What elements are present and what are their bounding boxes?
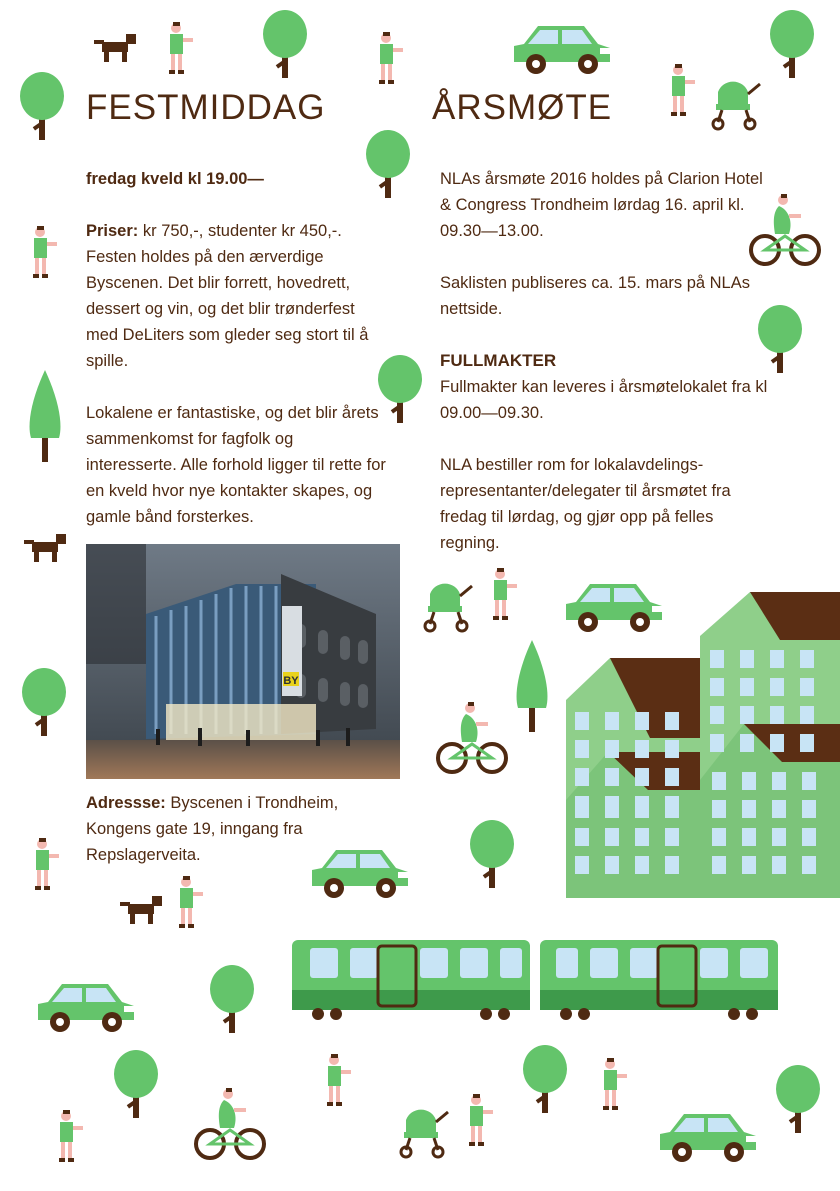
building-window (712, 856, 726, 874)
building-window (712, 772, 726, 790)
person-running-icon (59, 1110, 83, 1162)
festmiddag-column (86, 166, 386, 556)
tram-illustration (292, 940, 778, 1020)
person-running-icon (169, 22, 193, 74)
meeting-paragraph: NLAs årsmøte 2016 holdes på Clarion Hotel & Congress Trondheim lørdag 16. april kl. 09.30—13.00. (440, 170, 763, 240)
building-window (800, 650, 814, 668)
address-label: Adressse: (86, 794, 166, 812)
building-window (770, 678, 784, 696)
building-window (575, 740, 589, 758)
building-window (772, 856, 786, 874)
building-window (710, 650, 724, 668)
building-window (742, 772, 756, 790)
tree-icon (776, 1065, 820, 1133)
building-window (742, 800, 756, 818)
building-window (740, 678, 754, 696)
building-window (770, 706, 784, 724)
prices-text: kr 750,-, studenter kr 450,-. Festen holdes på den ærverdige Byscenen. Det blir forrett, hovedrett, dessert og vin, og det blir trønderfest med DeLiters som gleder seg stort til å spille. (86, 222, 369, 370)
building-window (712, 828, 726, 846)
building-window (800, 734, 814, 752)
fullmakter-paragraph: Fullmakter kan leveres i årsmøtelokalet fra kl 09.00—09.30. (440, 378, 768, 422)
tree-icon (210, 965, 254, 1033)
building-window (605, 712, 619, 730)
building-window (772, 772, 786, 790)
address-text: Byscenen i Trondheim, Kongens gate 19, inngang fra Repslagerveita. (86, 794, 339, 864)
stroller-icon (401, 1110, 448, 1157)
building-window (665, 740, 679, 758)
dog-icon (120, 896, 162, 924)
building-window (635, 712, 649, 730)
building-window (740, 706, 754, 724)
buildings-illustration (566, 592, 840, 898)
building-window (575, 800, 589, 818)
building-window (635, 828, 649, 846)
building-window (635, 768, 649, 786)
tree-icon (114, 1050, 158, 1118)
building-window (605, 856, 619, 874)
car-icon (566, 584, 662, 632)
prices-label: Priser: (86, 222, 139, 240)
person-walking-icon (603, 1058, 627, 1110)
person-running-icon (379, 32, 403, 84)
building-window (575, 828, 589, 846)
tree-icon (20, 72, 64, 140)
building-window (635, 800, 649, 818)
stroller-icon (713, 82, 760, 129)
fullmakter-heading: FULLMAKTER (440, 351, 557, 370)
agenda-paragraph: Saklisten publiseres ca. 15. mars på NLAs nettside. (440, 274, 750, 318)
tree-icon (523, 1045, 567, 1113)
cyclist-icon (196, 1088, 264, 1158)
building-window (710, 734, 724, 752)
person-walking-icon (33, 226, 57, 278)
venue-photo (86, 544, 400, 779)
building-window (575, 856, 589, 874)
building-window (772, 828, 786, 846)
arsmote-column (440, 166, 770, 582)
building-window (665, 800, 679, 818)
stroller-icon (425, 584, 472, 631)
building-window (742, 828, 756, 846)
building-window (802, 856, 816, 874)
car-icon (660, 1114, 756, 1162)
car-icon (514, 26, 610, 74)
building-window (665, 856, 679, 874)
building-window (605, 828, 619, 846)
festmiddag-heading: FESTMIDDAG (86, 88, 326, 127)
dog-icon (24, 534, 66, 562)
building-window (802, 772, 816, 790)
address-paragraph (86, 790, 386, 868)
event-time: fredag kveld kl 19.00— (86, 170, 264, 188)
building-window (712, 800, 726, 818)
person-walking-icon (35, 838, 59, 890)
arsmote-heading: ÅRSMØTE (432, 88, 613, 127)
building-window (575, 768, 589, 786)
building-window (635, 740, 649, 758)
car-icon (38, 984, 134, 1032)
building-window (800, 706, 814, 724)
building-window (710, 678, 724, 696)
cyclist-icon (438, 702, 506, 772)
person-with-stroller-icon (671, 64, 695, 116)
building-window (665, 828, 679, 846)
building-window (665, 768, 679, 786)
building-window (742, 856, 756, 874)
person-running-icon (179, 876, 203, 928)
building-window (770, 650, 784, 668)
building-window (802, 800, 816, 818)
building-window (605, 800, 619, 818)
building-window (800, 678, 814, 696)
tree-icon (22, 668, 66, 736)
building-window (605, 740, 619, 758)
building-window (772, 800, 786, 818)
tree-tall-icon (30, 370, 61, 462)
dog-icon (94, 34, 136, 62)
building-window (740, 650, 754, 668)
building-window (802, 828, 816, 846)
building-sign: BY (283, 675, 299, 687)
tree-icon (770, 10, 814, 78)
person-with-stroller-icon (469, 1094, 493, 1146)
building-window (710, 706, 724, 724)
prices-paragraph (86, 218, 386, 374)
building-window (635, 856, 649, 874)
tree-tall-icon (517, 640, 548, 732)
building-window (740, 734, 754, 752)
tree-icon (470, 820, 514, 888)
building-window (605, 768, 619, 786)
building-window (770, 734, 784, 752)
person-walking-icon (327, 1054, 351, 1106)
building-window (665, 712, 679, 730)
venue-paragraph: Lokalene er fantastiske, og det blir årets sammenkomst for fagfolk og interesserte. Alle forhold ligger til rette for en kveld hvor nye kontakter skapes, og gamle bånd forsterkes. (86, 404, 386, 526)
rooms-paragraph: NLA bestiller rom for lokalavdelings-representanter/delegater til årsmøtet fra fredag til lørdag, og gjør opp på felles regning. (440, 456, 731, 552)
building-window (575, 712, 589, 730)
tree-icon (263, 10, 307, 78)
